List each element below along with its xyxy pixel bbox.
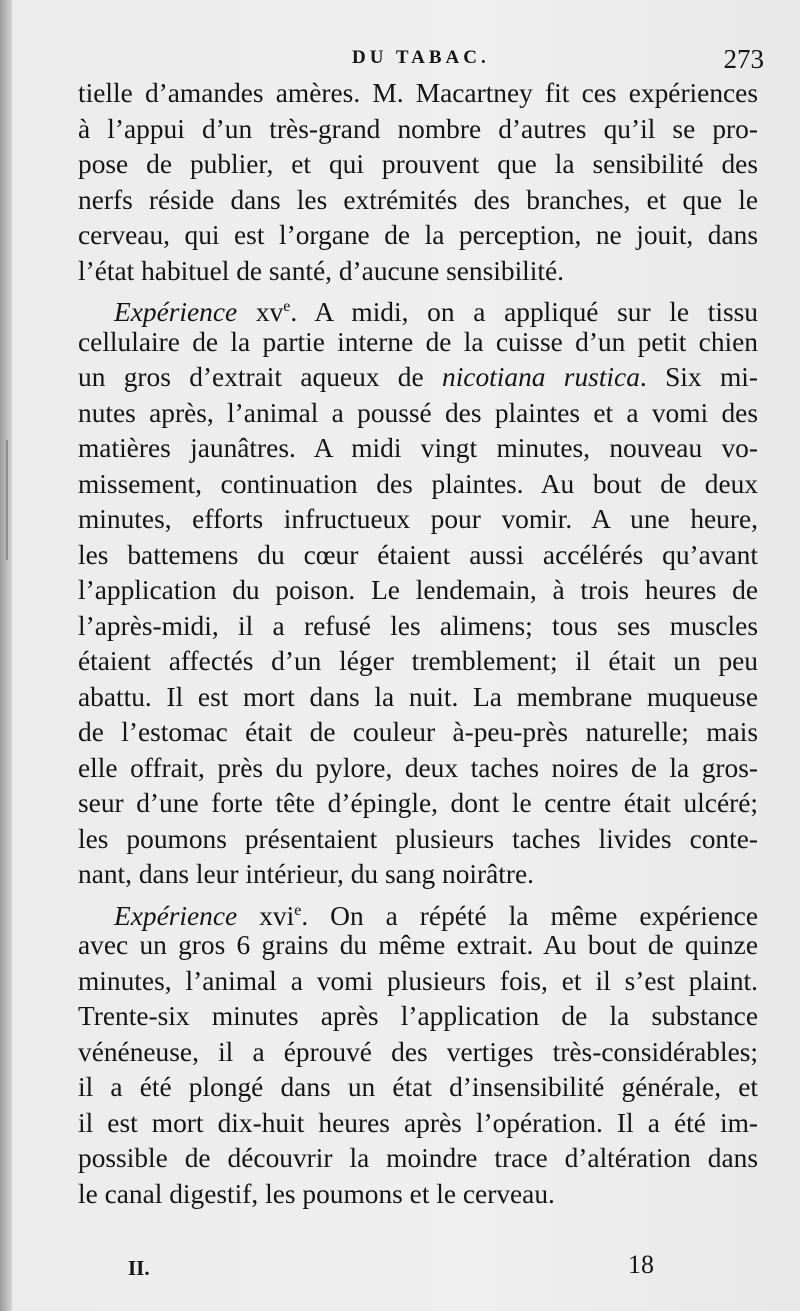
text-line: cerveau, qui est l’organe de la perception, ne jouit, dans	[78, 220, 758, 250]
text-line: Trente-six minutes après l’application de la substance	[78, 1001, 758, 1031]
page-left-edge	[0, 0, 12, 1311]
text-line: abattu. Il est mort dans la nuit. La membrane muqueuse	[78, 681, 758, 712]
text-line-with-species	[78, 360, 758, 396]
text-line: pose de publier, et qui prouvent que la sensibilité des	[78, 149, 758, 179]
experiment-numeral: xv	[255, 297, 284, 328]
text-line: nerfs réside dans les extrémités des branches, et que le	[78, 184, 758, 215]
text-line: les poumons présentaient plusieurs taches livides conte-	[78, 823, 758, 854]
text-line: vénéneuse, il a éprouvé des vertiges très-considérables;	[78, 1036, 758, 1067]
page-footer	[0, 1250, 800, 1284]
experiment-15-first-line	[78, 289, 758, 328]
text-line: seur d’une forte tête d’épingle, dont le centre était ulcéré;	[78, 788, 758, 818]
text-line: tielle d’amandes amères. M. Macartney fit ces expériences	[78, 78, 758, 108]
text-fragment: . Six mi-	[639, 362, 758, 392]
binding-shadow	[6, 440, 8, 560]
text-line: l’application du poison. Le lendemain, à trois heures de	[78, 575, 758, 605]
text-line: nant, dans leur intérieur, du sang noirâtre.	[78, 859, 535, 889]
experiment-numeral-suffix: e	[283, 298, 291, 315]
text-line: l’après-midi, il a refusé les alimens; tous ses muscles	[78, 610, 758, 641]
text-line: l’état habituel de santé, d’aucune sensibilité.	[78, 255, 565, 286]
text-fragment: un gros d’extrait aqueux de	[78, 362, 442, 392]
text-line: missement, continuation des plaintes. Au bout de deux	[78, 468, 758, 499]
text-line: de l’estomac était de couleur à-peu-près naturelle; mais	[78, 717, 758, 747]
running-head: DU TABAC.	[352, 47, 490, 68]
text-line: les battemens du cœur étaient aussi accélérés qu’avant	[78, 539, 758, 570]
text-line: le canal digestif, les poumons et le cerveau.	[78, 1178, 555, 1209]
text-line: il a été plongé dans un état d’insensibilité générale, et	[78, 1072, 758, 1102]
text-line: avec un gros 6 grains du même extrait. Au bout de quinze	[78, 930, 758, 960]
text-line: cellulaire de la partie interne de la cuisse d’un petit chien	[78, 326, 758, 357]
page-header	[0, 44, 800, 74]
signature-mark: II.	[128, 1256, 150, 1280]
experiment-numeral: xvi	[259, 900, 295, 931]
text-fragment: . On a répété la même expérience	[301, 900, 758, 931]
text-line: nutes après, l’animal a poussé des plaintes et a vomi des	[78, 397, 758, 428]
text-line: il est mort dix-huit heures après l’opération. Il a été im-	[78, 1107, 758, 1138]
experiment-label: Expérience	[114, 900, 238, 931]
experiment-16-first-line	[78, 893, 758, 929]
sheet-number: 18	[628, 1250, 654, 1279]
species-name: nicotiana rustica	[442, 362, 640, 392]
text-line: étaient affectés d’un léger tremblement; il était un peu	[78, 646, 758, 676]
text-line: possible de découvrir la moindre trace d’altération dans	[78, 1143, 758, 1173]
text-line: à l’appui d’un très-grand nombre d’autres qu’il se pro-	[78, 113, 758, 144]
body-text	[78, 76, 758, 1212]
page-number: 273	[723, 44, 764, 74]
text-line: minutes, l’animal a vomi plusieurs fois, et il s’est plaint.	[78, 965, 758, 996]
text-fragment: . A midi, on a appliqué sur le tissu	[290, 297, 758, 328]
text-line: minutes, efforts infructueux pour vomir. A une heure,	[78, 504, 758, 534]
experiment-label: Expérience	[114, 297, 238, 328]
experiment-numeral-suffix: e	[294, 901, 302, 919]
text-line: elle offrait, près du pylore, deux taches noires de la gros-	[78, 752, 758, 783]
text-line: matières jaunâtres. A midi vingt minutes, nouveau vo-	[78, 433, 758, 463]
